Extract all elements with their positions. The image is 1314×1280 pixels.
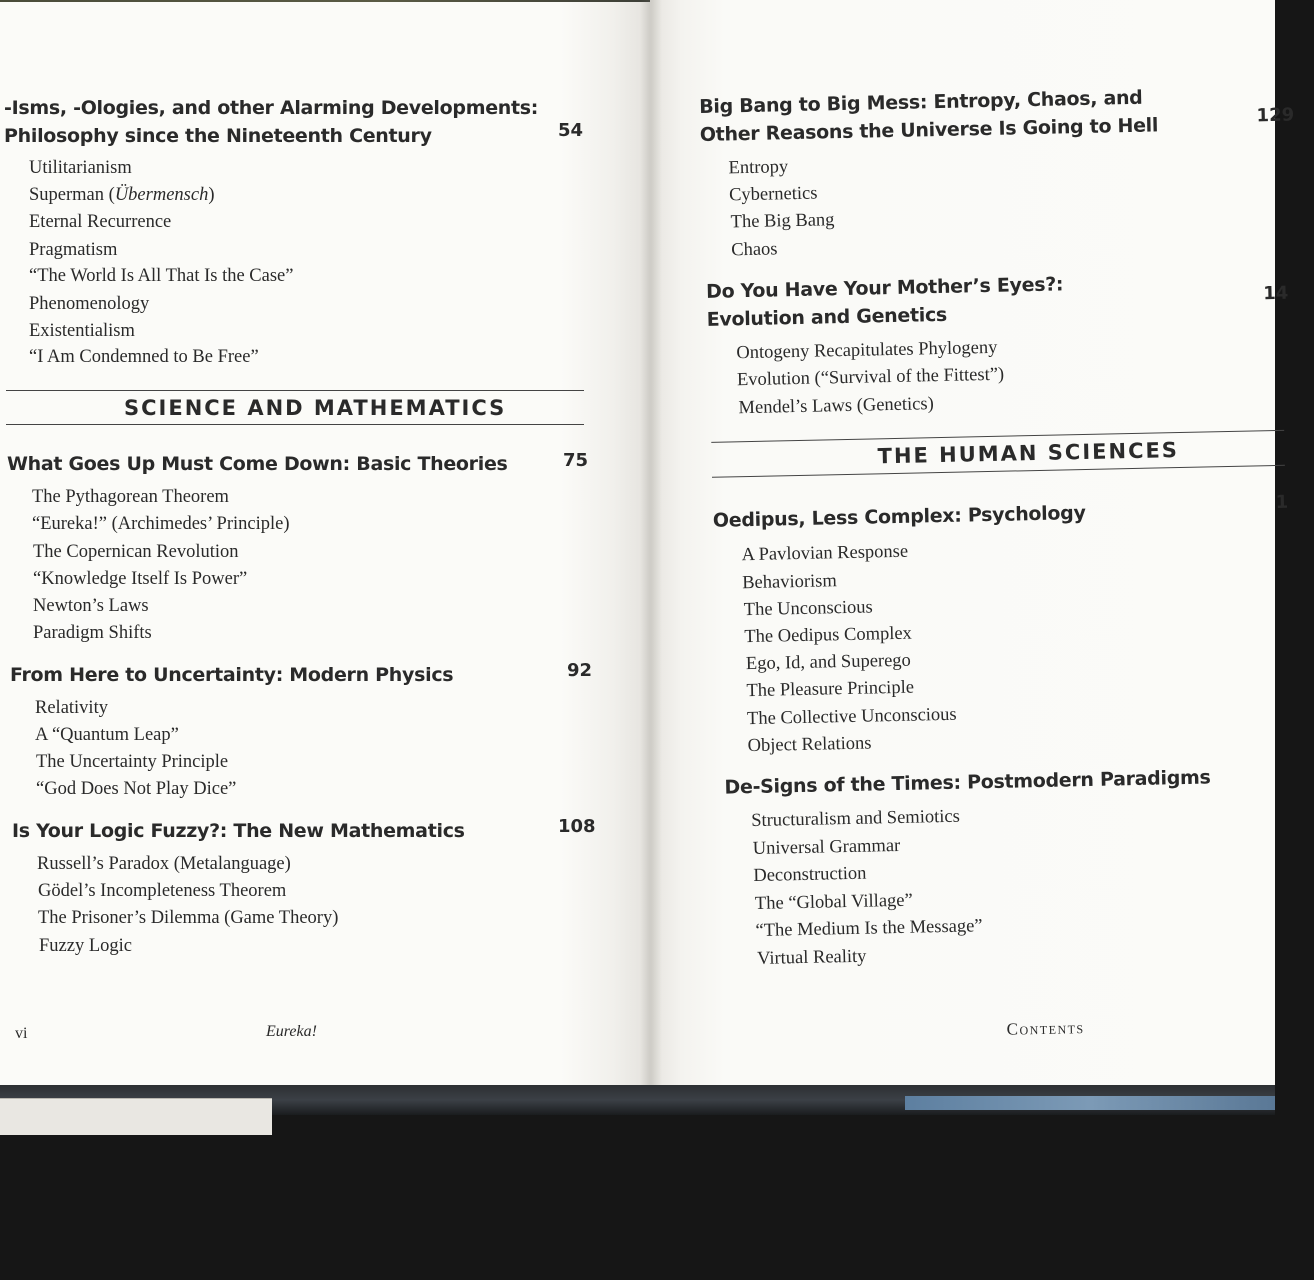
chapter-page-number: 54 xyxy=(558,120,584,141)
toc-item: The Uncertainty Principle xyxy=(36,752,229,772)
toc-item: Mendel’s Laws (Genetics) xyxy=(738,394,934,419)
section-rule xyxy=(6,424,584,425)
chapter-page-number: 108 xyxy=(558,816,596,837)
toc-item: Gödel’s Incompleteness Theorem xyxy=(38,881,287,901)
toc-item: Cybernetics xyxy=(728,183,818,206)
chapter-page-number: 129 xyxy=(1256,104,1295,127)
left-page xyxy=(0,2,652,1098)
right-page xyxy=(650,0,1295,1090)
toc-item: Pragmatism xyxy=(29,240,118,260)
toc-item: Behaviorism xyxy=(742,571,837,594)
toc-item: The Pleasure Principle xyxy=(746,677,915,702)
toc-item: Evolution (“Survival of the Fittest”) xyxy=(736,364,1005,391)
toc-item: A “Quantum Leap” xyxy=(35,725,179,745)
toc-item: The Prisoner’s Dilemma (Game Theory) xyxy=(38,908,339,928)
toc-item: Paradigm Shifts xyxy=(33,623,152,643)
toc-item: Chaos xyxy=(731,239,778,261)
toc-item: The Copernican Revolution xyxy=(33,542,239,562)
toc-item: The “Global Village” xyxy=(754,890,913,914)
toc-item: Ego, Id, and Superego xyxy=(745,650,912,675)
right-page-content xyxy=(650,0,1298,1090)
chapter-title: -Isms, -Ologies, and other Alarming Developments: xyxy=(4,97,539,119)
toc-item: Relativity xyxy=(35,698,108,718)
section-heading: SCIENCE AND MATHEMATICS xyxy=(124,396,507,420)
chapter-title: Is Your Logic Fuzzy?: The New Mathematics xyxy=(12,820,465,842)
toc-item: Ontogeny Recapitulates Phylogeny xyxy=(736,337,998,364)
toc-item: The Big Bang xyxy=(730,210,835,233)
toc-item: “Knowledge Itself Is Power” xyxy=(33,569,248,589)
chapter-title: Oedipus, Less Complex: Psychology xyxy=(712,501,1086,532)
running-footer: Contents xyxy=(1006,1018,1085,1039)
toc-item: Utilitarianism xyxy=(29,158,132,178)
toc-item: Deconstruction xyxy=(753,863,867,887)
chapter-title: Big Bang to Big Mess: Entropy, Chaos, and xyxy=(699,86,1143,118)
page-folio: vi xyxy=(15,1025,28,1042)
section-rule xyxy=(712,465,1285,478)
chapter-title: Do You Have Your Mother’s Eyes?: xyxy=(705,273,1064,303)
toc-item: Superman (Übermensch) xyxy=(29,185,215,205)
toc-item: “God Does Not Play Dice” xyxy=(36,779,237,799)
toc-item: “The World Is All That Is the Case” xyxy=(29,266,294,286)
toc-item: Russell’s Paradox (Metalanguage) xyxy=(37,854,291,874)
toc-item: Newton’s Laws xyxy=(33,596,149,616)
toc-item: “I Am Condemned to Be Free” xyxy=(29,347,259,367)
toc-item: Entropy xyxy=(728,157,789,179)
running-footer: Eureka! xyxy=(266,1023,317,1040)
toc-item: Structuralism and Semiotics xyxy=(751,806,961,832)
section-heading: THE HUMAN SCIENCES xyxy=(877,438,1180,469)
toc-item: Universal Grammar xyxy=(752,835,901,860)
protruding-page-edge xyxy=(0,1098,272,1135)
chapter-page-number: 75 xyxy=(563,450,589,471)
toc-item: The Pythagorean Theorem xyxy=(32,487,229,507)
toc-item: The Oedipus Complex xyxy=(744,623,913,648)
book-gutter xyxy=(640,0,662,1090)
chapter-title: Other Reasons the Universe Is Going to Hell xyxy=(699,114,1159,146)
chapter-title: De-Signs of the Times: Postmodern Paradigms xyxy=(724,766,1211,799)
toc-item: “Eureka!” (Archimedes’ Principle) xyxy=(32,514,290,534)
cover-blue-band xyxy=(905,1096,1275,1110)
chapter-title: Philosophy since the Nineteenth Century xyxy=(4,125,432,147)
toc-item: Fuzzy Logic xyxy=(39,936,132,956)
toc-item: “The Medium Is the Message” xyxy=(755,916,983,941)
toc-item: Eternal Recurrence xyxy=(29,212,172,232)
toc-item: Virtual Reality xyxy=(756,946,867,969)
toc-item: The Unconscious xyxy=(743,597,873,621)
section-rule xyxy=(6,390,584,391)
toc-item: Object Relations xyxy=(747,733,872,757)
chapter-page-number: 92 xyxy=(567,660,593,681)
chapter-title: Evolution and Genetics xyxy=(706,303,948,331)
chapter-title: What Goes Up Must Come Down: Basic Theories xyxy=(7,453,508,475)
chapter-title: From Here to Uncertainty: Modern Physics xyxy=(10,664,454,686)
chapter-page-number: 1 xyxy=(1275,491,1289,514)
toc-item: The Collective Unconscious xyxy=(746,704,957,730)
toc-item: Existentialism xyxy=(29,321,135,341)
toc-item: Phenomenology xyxy=(29,294,150,314)
toc-item: A Pavlovian Response xyxy=(741,541,909,566)
chapter-page-number: 14 xyxy=(1263,282,1289,305)
